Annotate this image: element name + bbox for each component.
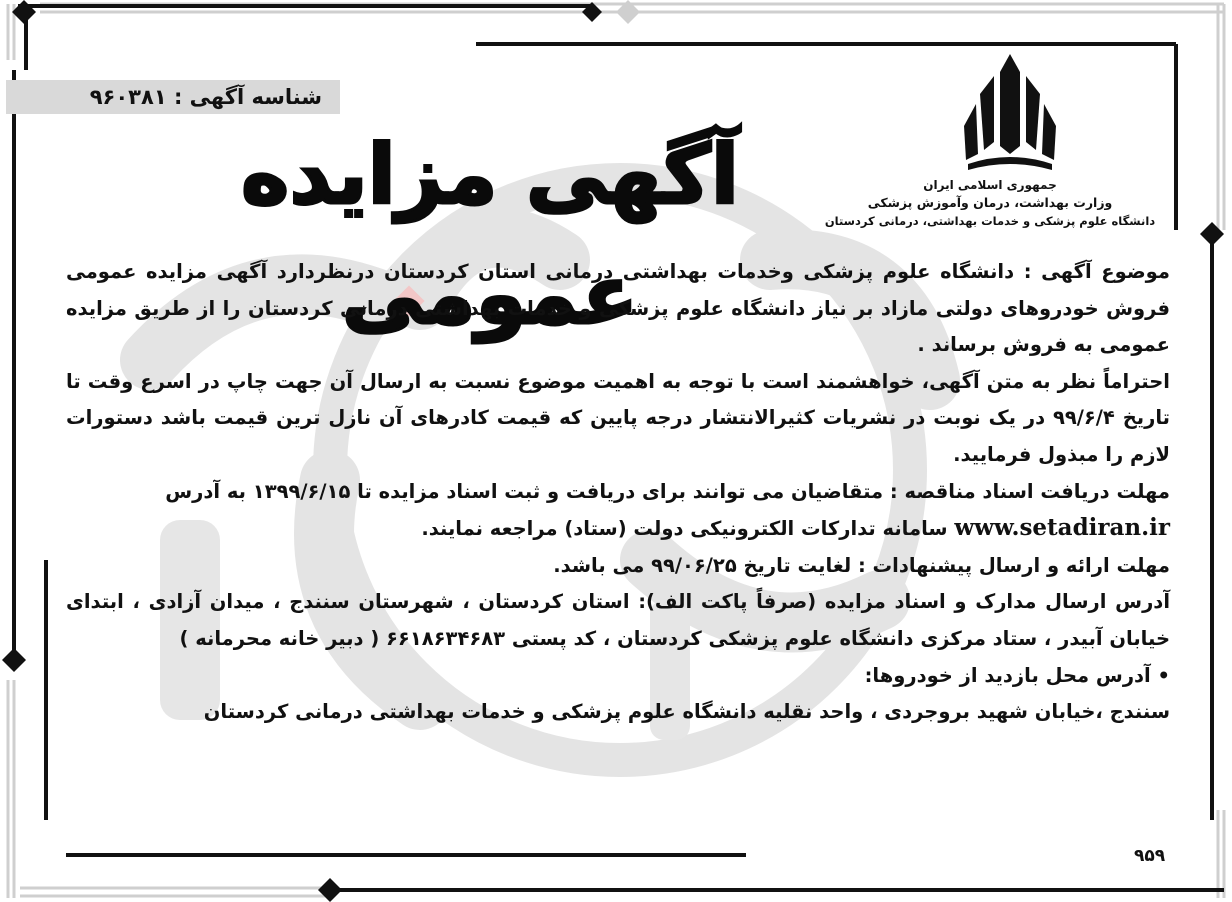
ministry-line-1: جمهوری اسلامی ایران [923,178,1057,192]
website-line-text: سامانه تدارکات الکترونیکی دولت (ستاد) مراجعه نمایند. [421,517,948,541]
address-docs-paragraph: آدرس ارسال مدارک و اسناد مزایده (صرفاً پاکت الف): استان کردستان ، شهرستان سنندج ، میدان آزادی ، ابتدای خیابان آبیدر ، ستاد مرکزی دانشگاه علوم پزشکی کردستان ، کد پستی ۶۶۱۸۶۳۴۶۸۳ ( دبیر خانه محرمانه ) [66,590,1170,650]
headline-title: آگهی مزایده عمومی [241,128,739,343]
visit-heading: • آدرس محل بازدید از خودروها: [864,663,1170,687]
page-number: ۹۵۹ [1134,846,1166,866]
ministry-line-3: دانشگاه علوم پزشکی و خدمات بهداشتی، درمانی کردستان [824,214,1156,228]
announcement-body [66,254,1170,731]
ad-id-label: شناسه آگهی : ۹۶۰۳۸۱ [6,80,340,114]
subject-paragraph: موضوع آگهی : دانشگاه علوم پزشکی وخدمات بهداشتی درمانی استان کردستان درنظردارد آگهی مزایده عمومی فروش خودروهای دولتی مازاد بر نیاز دانشگاه علوم پزشکی و خدمات بهداشتی درمانی کردستان را از طریق مزایده عمومی به فروش برساند . [66,260,1170,357]
website-line [66,510,1170,548]
deadline-docs-paragraph: مهلت دریافت اسناد مناقصه : متقاضیان می توانند برای دریافت و ثبت اسناد مزایده تا ۱۳۹۹/۶/۱۵ به آدرس [165,479,1170,503]
deadline-offers-paragraph: مهلت ارائه و ارسال پیشنهادات : لغایت تاریخ ۹۹/۰۶/۲۵ می باشد. [553,553,1170,577]
request-paragraph: احتراماً نظر به متن آگهی، خواهشمند است با توجه به اهمیت موضوع نسبت به ارسال آن جهت چاپ در اسرع وقت تا تاریخ ۹۹/۶/۴ در یک نوبت در نشریات کثیرالانتشار درجه پایین که قیمت کادرهای آن نازل ترین قیمت باشد دستورات لازم را مبذول فرمایید. [66,369,1170,466]
ministry-header [820,176,1160,230]
visit-address: سنندج ،خیابان شهید بروجردی ، واحد نقلیه دانشگاه علوم پزشکی و خدمات بهداشتی درمانی کردستان [203,700,1170,724]
university-logo [962,54,1058,172]
ministry-line-2: وزارت بهداشت، درمان وآموزش پزشکی [867,195,1113,210]
website-link[interactable]: www.setadiran.ir [954,514,1170,542]
